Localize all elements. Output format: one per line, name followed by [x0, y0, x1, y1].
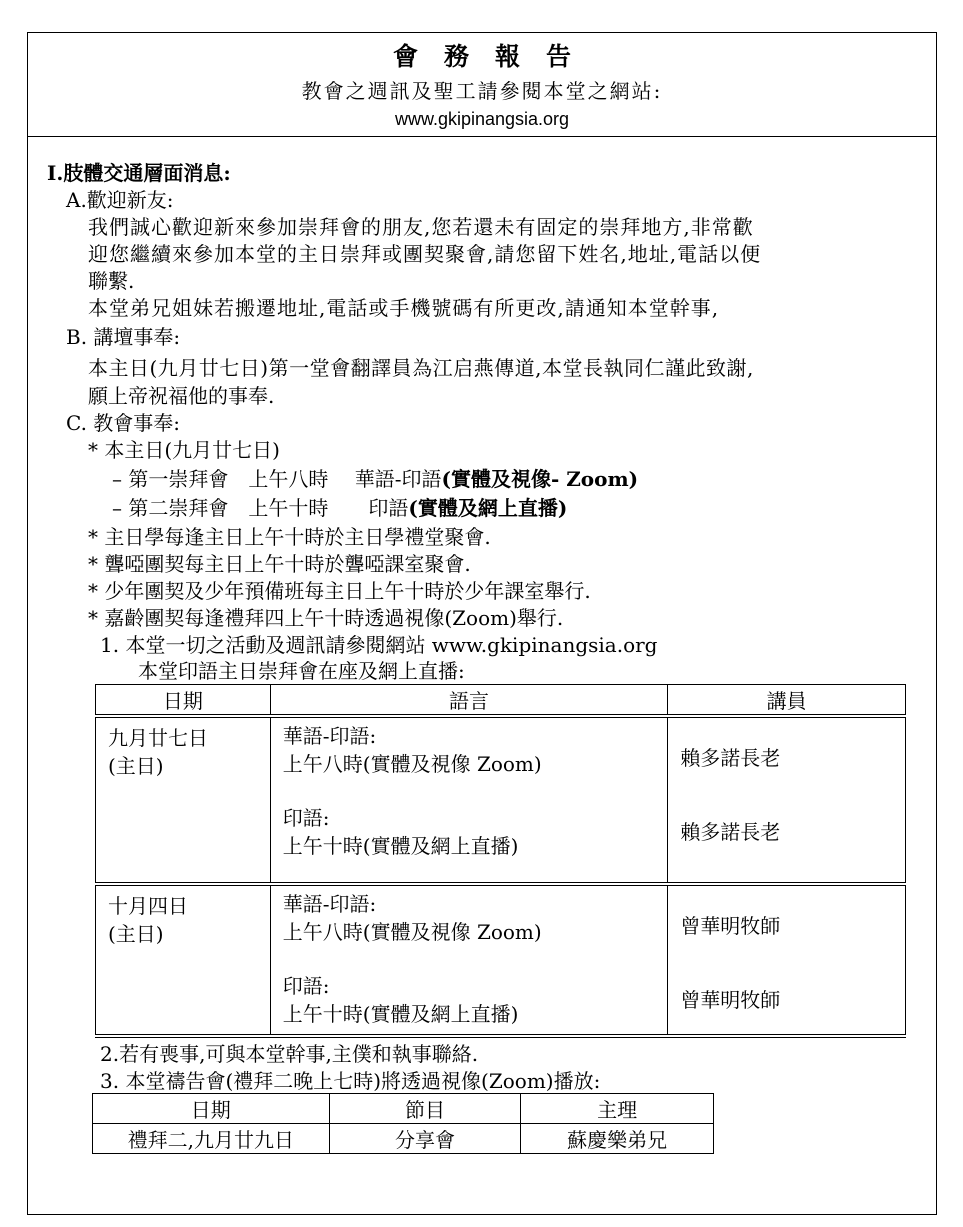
- pulpit-text-line2: 願上帝祝福他的事奉.: [88, 384, 275, 408]
- day-text: (主日): [108, 922, 164, 946]
- welcome-text-line3: 聯繫.: [88, 269, 135, 293]
- youth-fellowship-item: * 少年團契及少年預備班每主日上午十時於少年課室舉行.: [88, 579, 591, 603]
- worship-schedule-table: [95, 684, 906, 1038]
- second-service-time: – 第二崇拜會 上午十時 印語: [112, 496, 409, 520]
- note-1-line2: 本堂印語主日崇拜會在座及網上直播:: [138, 659, 465, 683]
- speaker-name: 賴多諾長老: [680, 820, 781, 844]
- row-speaker: [668, 716, 906, 884]
- second-service: [112, 495, 567, 521]
- table-header-row: [93, 1094, 714, 1124]
- section-heading: I.肢體交通層面消息:: [47, 161, 231, 185]
- language-title: 印語:: [282, 974, 330, 998]
- section-b-label: B. 講壇事奉:: [66, 325, 181, 349]
- table-row: [93, 1124, 714, 1154]
- language-title: 華語-印語:: [282, 724, 377, 748]
- header-date: 日期: [93, 1094, 330, 1124]
- row-date: [96, 884, 271, 1036]
- section-c-label: C. 教會事奉:: [66, 411, 181, 435]
- deaf-fellowship-item: * 聾啞團契每主日上午十時於聾啞課室聚會.: [88, 552, 471, 576]
- table-row: [96, 884, 906, 1036]
- second-service-mode: (實體及網上直播): [408, 496, 568, 520]
- speaker-name: 曾華明牧師: [680, 914, 781, 938]
- welcome-text-line1: 我們誠心歡迎新來參加崇拜會的朋友,您若還未有固定的崇拜地方,非常歡: [88, 215, 754, 239]
- row-language: [270, 716, 668, 884]
- row-language: [270, 884, 668, 1036]
- prayer-leader: 蘇慶樂弟兄: [521, 1124, 714, 1154]
- prayer-meeting-table: [92, 1093, 714, 1154]
- prayer-date: 禮拜二,九月廿九日: [93, 1124, 330, 1154]
- note-2: 2.若有喪事,可與本堂幹事,主僕和執事聯絡.: [100, 1042, 479, 1066]
- language-time: 上午十時(實體及網上直播): [282, 1002, 519, 1026]
- welcome-text-line2: 迎您繼續來參加本堂的主日崇拜或團契聚會,請您留下姓名,地址,電話以便: [88, 242, 762, 266]
- first-service-mode: (實體及視像- Zoom): [441, 467, 639, 491]
- report-header: [28, 33, 936, 137]
- senior-fellowship-item: * 嘉齡團契每逢禮拜四上午十時透過視像(Zoom)舉行.: [88, 606, 564, 630]
- note-3: 3. 本堂禱告會(禮拜二晚上七時)將透過視像(Zoom)播放:: [100, 1069, 601, 1093]
- report-title: 會務報告: [392, 42, 597, 71]
- speaker-name: 曾華明牧師: [680, 988, 781, 1012]
- section-a-label: A.歡迎新友:: [66, 188, 174, 212]
- row-date: [96, 716, 271, 884]
- date-text: 九月廿七日: [108, 726, 208, 750]
- first-service: [112, 466, 638, 492]
- header-leader: 主理: [521, 1094, 714, 1124]
- first-service-time: – 第一崇拜會 上午八時 華語-印語: [112, 467, 442, 491]
- speaker-name: 賴多諾長老: [680, 746, 781, 770]
- header-program: 節目: [329, 1094, 521, 1124]
- date-text: 十月四日: [108, 894, 188, 918]
- language-title: 華語-印語:: [282, 892, 377, 916]
- language-time: 上午八時(實體及視像 Zoom): [282, 752, 542, 776]
- website-link[interactable]: www.gkipinangsia.org: [394, 109, 570, 129]
- report-subtitle: 教會之週訊及聖工請參閱本堂之網站:: [301, 79, 663, 103]
- header-speaker: 講員: [668, 685, 906, 717]
- header-date: 日期: [96, 685, 271, 717]
- sunday-school-item: * 主日學每逢主日上午十時於主日學禮堂聚會.: [88, 525, 491, 549]
- this-sunday-label: * 本主日(九月廿七日): [88, 438, 280, 462]
- day-text: (主日): [108, 754, 164, 778]
- note-1-line1: 1. 本堂一切之活動及週訊請參閱網站 www.gkipinangsia.org: [100, 633, 658, 657]
- language-time: 上午十時(實體及網上直播): [282, 834, 519, 858]
- address-change-notice: 本堂弟兄姐妹若搬遷地址,電話或手機號碼有所更改,請通知本堂幹事,: [88, 296, 720, 320]
- table-row: [96, 716, 906, 884]
- prayer-program: 分享會: [329, 1124, 521, 1154]
- pulpit-text-line1: 本主日(九月廿七日)第一堂會翻譯員為江启燕傳道,本堂長執同仁謹此致謝,: [88, 356, 754, 380]
- language-time: 上午八時(實體及視像 Zoom): [282, 920, 542, 944]
- language-title: 印語:: [282, 806, 330, 830]
- table-header-row: [96, 685, 906, 717]
- row-speaker: [668, 884, 906, 1036]
- header-language: 語言: [270, 685, 668, 717]
